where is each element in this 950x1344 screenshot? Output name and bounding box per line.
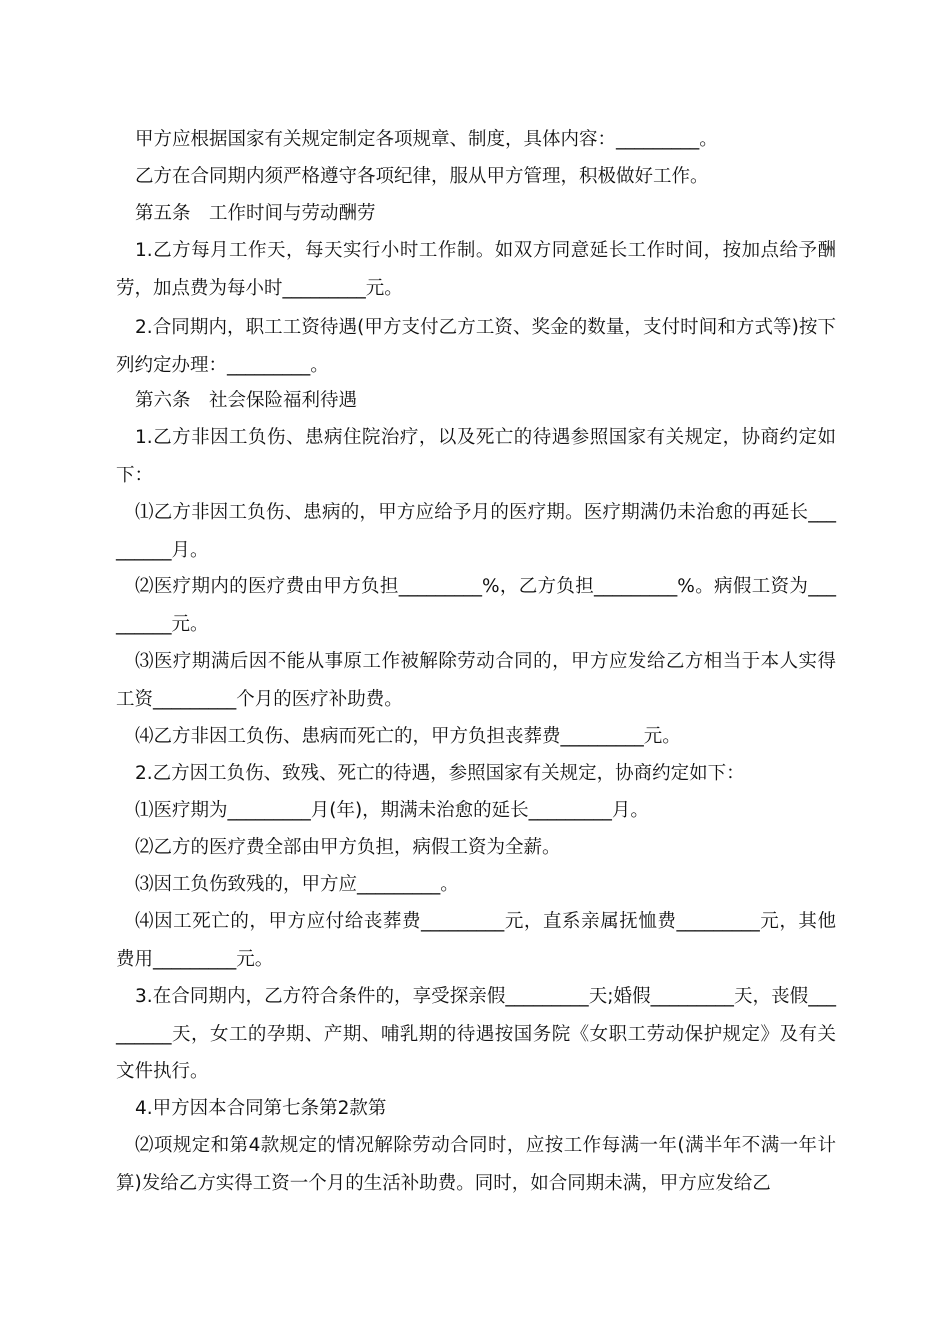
paragraph-full-pay: ⑵乙方的医疗费全部由甲方负担，病假工资为全薪。 bbox=[135, 837, 561, 858]
paragraph-work-death: ⑷因工死亡的，甲方应付给丧葬费_________元，直系亲属抚恤费_________元，其他费用_________元。 bbox=[116, 911, 836, 970]
article-6-heading: 第六条 社会保险福利待遇 bbox=[135, 390, 358, 411]
paragraph-termination-ref: 4.甲方因本合同第七条第2款第 bbox=[135, 1098, 387, 1119]
paragraph-funeral-expense: ⑷乙方非因工负伤、患病而死亡的，甲方负担丧葬费_________元。 bbox=[135, 726, 681, 747]
paragraph-medical-cost-share: ⑵医疗期内的医疗费由甲方负担_________%，乙方负担_________%。病假工资为_________元。 bbox=[116, 576, 836, 635]
paragraph-leave: 3.在合同期内，乙方符合条件的，享受探亲假_________天;婚假_________天，丧假_________天，女工的孕期、产期、哺乳期的待遇按国务院《女职工劳动保护规定》及有关文件执行。 bbox=[116, 986, 836, 1082]
paragraph-medical-subsidy: ⑶医疗期满后因不能从事原工作被解除劳动合同的，甲方应发给乙方相当于本人实得工资_________个月的医疗补助费。 bbox=[116, 651, 836, 710]
paragraph-discipline: 乙方在合同期内须严格遵守各项纪律，服从甲方管理，积极做好工作。 bbox=[135, 166, 709, 187]
paragraph-disability: ⑶因工负伤致残的，甲方应_________。 bbox=[135, 874, 459, 895]
article-5-heading: 第五条 工作时间与劳动酬劳 bbox=[135, 203, 376, 224]
paragraph-medical-period: ⑴乙方非因工负伤、患病的，甲方应给予月的医疗期。医疗期满仍未治愈的再延长_________月。 bbox=[116, 502, 836, 561]
paragraph-working-hours: 1.乙方每月工作天，每天实行小时工作制。如双方同意延长工作时间，按加点给予酬劳，加点费为每小时_________元。 bbox=[116, 240, 836, 299]
paragraph-wages: 2.合同期内，职工工资待遇(甲方支付乙方工资、奖金的数量，支付时间和方式等)按下列约定办理：_________。 bbox=[116, 317, 836, 376]
paragraph-living-subsidy: ⑵项规定和第4款规定的情况解除劳动合同时，应按工作每满一年(满半年不满一年计算)发给乙方实得工资一个月的生活补助费。同时，如合同期未满，甲方应发给乙 bbox=[116, 1135, 836, 1194]
paragraph-work-injury: 2.乙方因工负伤、致残、死亡的待遇，参照国家有关规定，协商约定如下： bbox=[135, 763, 745, 784]
paragraph-non-work-injury: 1.乙方非因工负伤、患病住院治疗，以及死亡的待遇参照国家有关规定，协商约定如下： bbox=[116, 427, 836, 486]
paragraph-rules: 甲方应根据国家有关规定制定各项规章、制度，具体内容：_________。 bbox=[135, 129, 718, 150]
paragraph-work-injury-period: ⑴医疗期为_________月(年)，期满未治愈的延长_________月。 bbox=[135, 800, 649, 821]
